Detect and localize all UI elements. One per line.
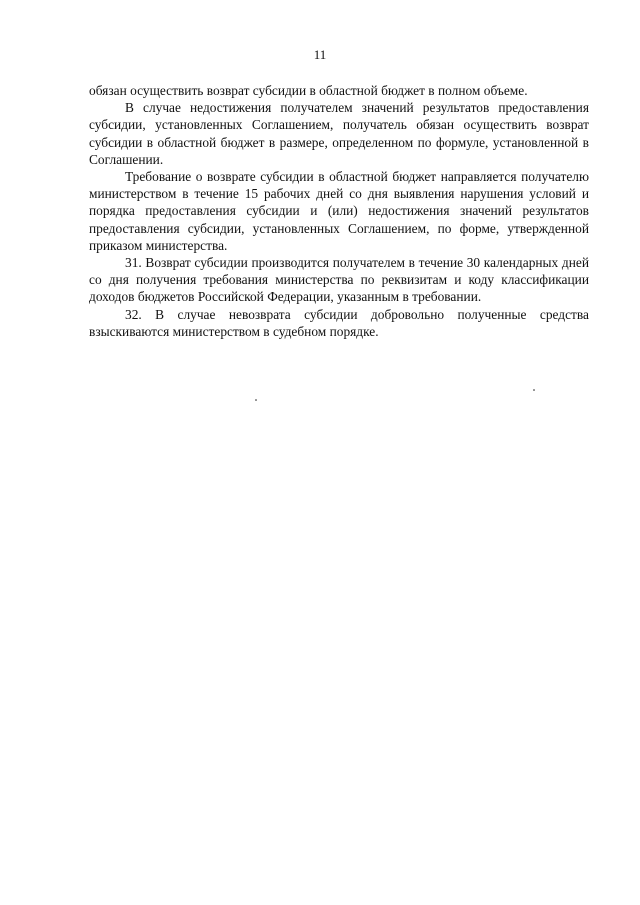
scan-speck xyxy=(533,389,535,391)
page-number: 11 xyxy=(313,47,327,62)
paragraph-item-32: 32. В случае невозврата субсидии добровольно полученные средства взыскиваются министерством в судебном порядке. xyxy=(89,306,589,339)
paragraph-refund-demand: Требование о возврате субсидии в областной бюджет направляется получателю министерством в течение 15 рабочих дней со дня выявления нарушения условий и порядка предоставления субсидии и (или) недостижения значений результатов предоставления субсидии, установленных Соглашением, по форме, утвержденной приказом министерства. xyxy=(89,169,589,253)
paragraph-continuation: обязан осуществить возврат субсидии в областной бюджет в полном объеме. xyxy=(89,83,528,98)
document-body xyxy=(89,82,589,340)
scan-speck xyxy=(255,399,257,401)
paragraph-refund-by-formula: В случае недостижения получателем значений результатов предоставления субсидии, установленных Соглашением, получатель обязан осуществить возврат субсидии в областной бюджет в размере, определенном по формуле, установленной в Соглашении. xyxy=(89,100,589,167)
paragraph-item-31: 31. Возврат субсидии производится получателем в течение 30 календарных дней со дня получения требования министерства по реквизитам и коду классификации доходов бюджетов Российской Федерации, указанным в требовании. xyxy=(89,255,589,305)
